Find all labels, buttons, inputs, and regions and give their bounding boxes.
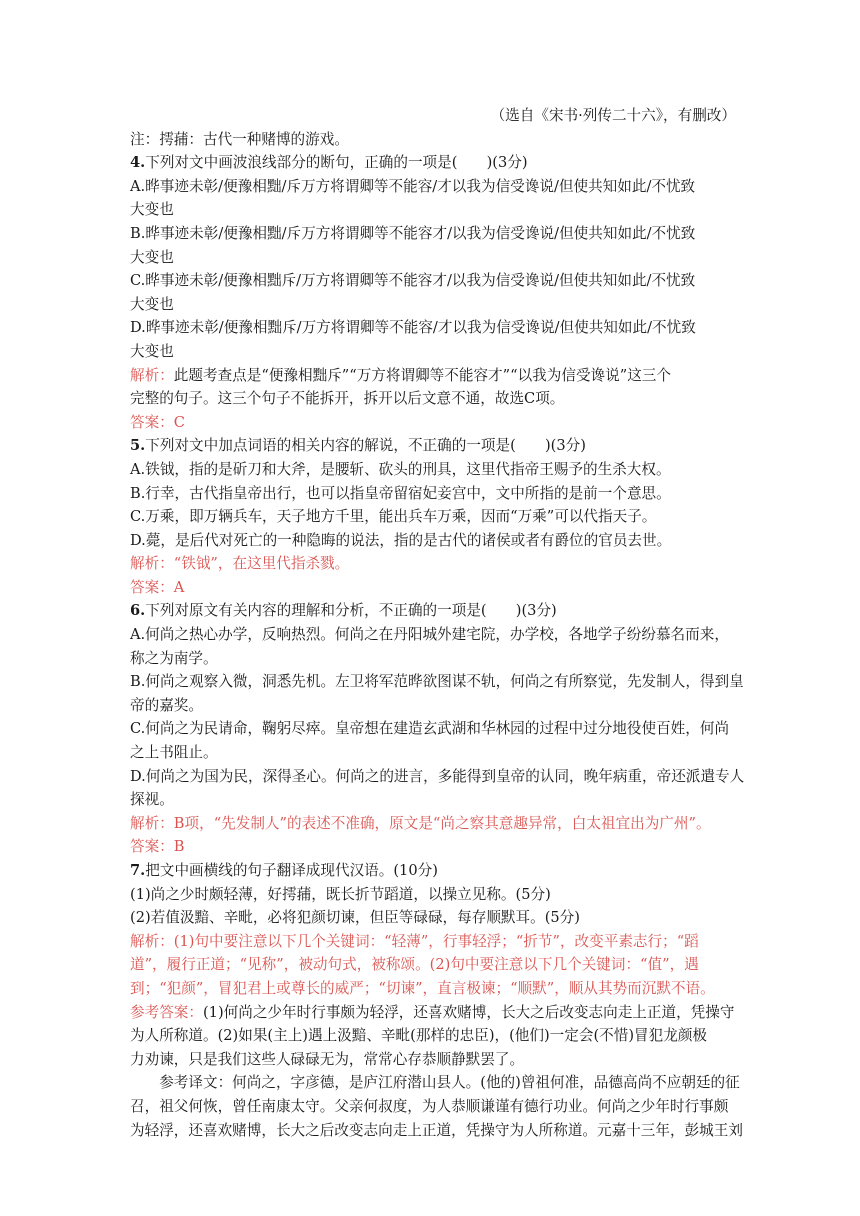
option-b: B.晔事迹未彰/便豫相黜/斥万方将谓卿等不能容才/以我为信受谗说/但使共知如此/不忧致	[130, 224, 696, 242]
option-b-cont: 帝的嘉奖。	[130, 696, 203, 714]
option-a: A.铁钺，指的是斫刀和大斧，是腰斩、砍头的刑具，这里代指帝王赐予的生杀大权。	[130, 460, 671, 478]
option-c-cont: 之上书阻止。	[130, 744, 218, 762]
analysis-cont: 道”，履行正道；“见称”，被动句式，被称颂。(2)句中要注意以下几个关键词：“值”，遇	[130, 956, 699, 974]
analysis: 解析：“铁钺”，在这里代指杀戮。	[130, 555, 350, 573]
analysis	[130, 364, 736, 388]
analysis-text: 此题考查点是“便豫相黜斥”“万方将谓卿等不能容才”“以我为信受谗说”这三个	[173, 366, 671, 384]
question-number: 5.	[130, 437, 146, 455]
answer: 答案：A	[130, 578, 185, 596]
question-number: 7.	[130, 862, 146, 879]
question-text: 下列对原文有关内容的理解和分析，不正确的一项是( )(3分)	[145, 602, 557, 620]
analysis-cont: 到；“犯颜”，冒犯君上或尊长的威严；“切谏”，直言极谏；“顺默”，顺从其势而沉默不语。	[130, 979, 715, 997]
question-6-stem	[130, 599, 736, 623]
option-a-cont: 称之为南学。	[130, 649, 218, 667]
source-citation: （选自《宋书·列传二十六》，有删改）	[490, 107, 736, 124]
analysis-label: 解析：	[130, 366, 174, 384]
question-7-stem	[130, 859, 736, 883]
sentence-1: (1)尚之少时颇轻薄，好摴蒱，既长折节蹈道，以操立见称。(5分)	[130, 885, 551, 903]
reference-answer-cont: 力劝谏，只是我们这些人碌碌无为，常常心存恭顺静默罢了。	[130, 1050, 525, 1068]
analysis: 解析：B项，“先发制人”的表述不准确，原文是“尚之察其意趣异常，白太祖宜出为广州”。	[130, 814, 711, 832]
answer: 答案：B	[130, 838, 185, 856]
sentence-2: (2)若值汲黯、辛毗，必将犯颜切谏，但臣等碌碌，每存顺默耳。(5分)	[130, 909, 580, 927]
question-4-stem	[130, 151, 736, 175]
option-b: B.何尚之观察入微，洞悉先机。左卫将军范晔欲图谋不轨，何尚之有所察觉，先发制人，得到皇	[130, 673, 744, 691]
answer: 答案：C	[130, 413, 185, 431]
question-number: 4.	[130, 154, 146, 172]
question-5-stem	[130, 434, 736, 458]
option-d-cont: 探视。	[130, 791, 174, 809]
option-a: A.何尚之热心办学，反响热烈。何尚之在丹阳城外建宅院，办学校，各地学子纷纷慕名而来，	[130, 626, 729, 644]
reference-answer	[130, 1001, 736, 1025]
option-d-cont: 大变也	[130, 342, 174, 360]
option-d: D.晔事迹未彰/便豫相黜斥/万方将谓卿等不能容/才以我为信受谗说/但使共知如此/不忧致	[130, 319, 696, 337]
option-c-cont: 大变也	[130, 295, 174, 313]
option-c: C.何尚之为民请命，鞠躬尽瘁。皇帝想在建造玄武湖和华林园的过程中过分地役使百姓，何尚	[130, 720, 730, 738]
analysis: 解析：(1)句中要注意以下几个关键词：“轻薄”，行事轻浮；“折节”，改变平素志行；“蹈	[130, 932, 699, 950]
question-text: 下列对文中加点词语的相关内容的解说，不正确的一项是( )(3分)	[145, 437, 586, 455]
question-text: 下列对文中画波浪线部分的断句，正确的一项是( )(3分)	[145, 154, 528, 172]
option-b: B.行幸，古代指皇帝出行，也可以指皇帝留宿妃妾宫中，文中所指的是前一个意思。	[130, 484, 671, 502]
question-text: 把文中画横线的句子翻译成现代汉语。(10分)	[145, 862, 438, 879]
document-page	[130, 104, 745, 1142]
option-c: C.晔事迹未彰/便豫相黜斥/万方将谓卿等不能容才/以我为信受谗说/但使共知如此/不忧致	[130, 272, 696, 290]
option-c: C.万乘，即万辆兵车，天子地方千里，能出兵车万乘，因而“万乘”可以代指天子。	[130, 508, 657, 526]
reference-answer-label: 参考答案：	[130, 1003, 203, 1021]
translation-cont: 召，祖父何恢，曾任南康太守。父亲何叔度，为人恭顺谦谨有德行功业。何尚之少年时行事颇	[130, 1097, 729, 1115]
analysis-cont: 完整的句子。这三个句子不能拆开，拆开以后文意不通，故选C项。	[130, 390, 565, 408]
option-a: A.晔事迹未彰/便豫相黜/斥万方将谓卿等不能容/才以我为信受谗说/但使共知如此/不忧致	[130, 177, 696, 195]
reference-answer-cont: 为人所称道。(2)如果(主上)遇上汲黯、辛毗(那样的忠臣)，(他们)一定会(不惜)冒犯龙颜极	[130, 1027, 708, 1045]
question-number: 6.	[130, 602, 146, 620]
translation-cont: 为轻浮，还喜欢赌博，长大之后改变志向走上正道，凭操守为人所称道。元嘉十三年，彭城王刘	[130, 1121, 743, 1139]
option-b-cont: 大变也	[130, 248, 174, 266]
option-a-cont: 大变也	[130, 201, 174, 219]
option-d: D.何尚之为国为民，深得圣心。何尚之的进言，多能得到皇帝的认同，晚年病重，帝还派遣专人	[130, 767, 745, 785]
reference-answer-text: (1)何尚之少年时行事颇为轻浮，还喜欢赌博，长大之后改变志向走上正道，凭操守	[202, 1003, 735, 1021]
footnote: 注：摴蒱：古代一种赌博的游戏。	[130, 130, 349, 148]
translation-paragraph: 参考译文：何尚之，字彦德，是庐江府潜山县人。(他的)曾祖何准，品德高尚不应朝廷的征	[159, 1074, 740, 1092]
option-d: D.薨，是后代对死亡的一种隐晦的说法，指的是古代的诸侯或者有爵位的官员去世。	[130, 531, 672, 549]
